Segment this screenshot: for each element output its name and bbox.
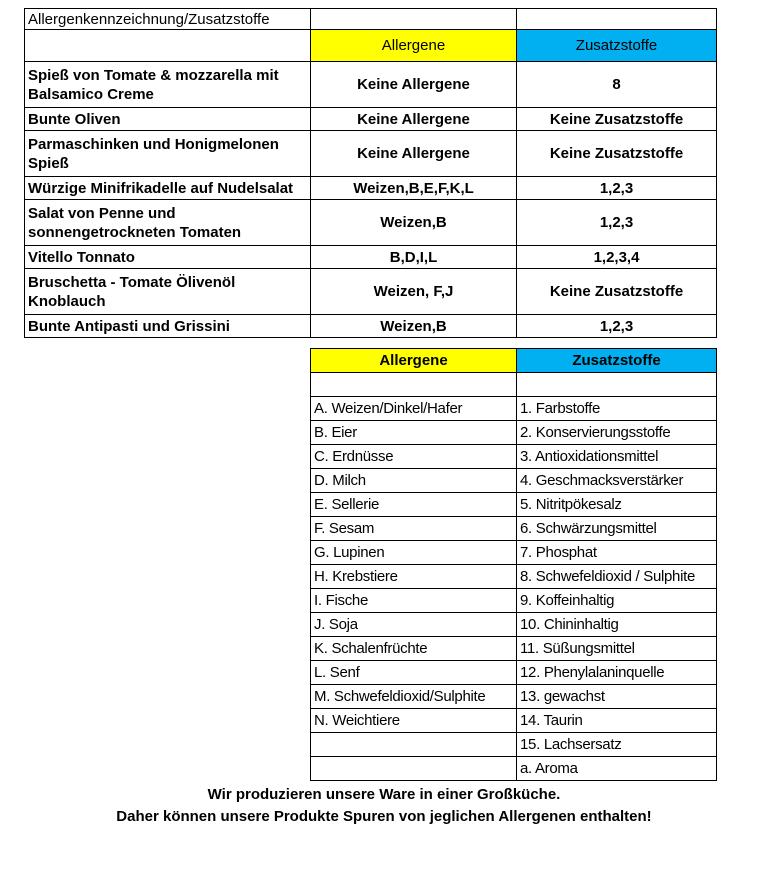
dish-name: Salat von Penne und sonnengetrockneten Tomaten bbox=[25, 200, 311, 246]
dish-name: Würzige Minifrikadelle auf Nudelsalat bbox=[25, 177, 311, 200]
legend-additive: 2. Konservierungsstoffe bbox=[517, 421, 717, 445]
dish-name: Bunte Oliven bbox=[25, 108, 311, 131]
dish-name: Bruschetta - Tomate Ölivenöl Knoblauch bbox=[25, 269, 311, 315]
dish-allergens: Keine Allergene bbox=[311, 108, 517, 131]
title-row bbox=[25, 9, 717, 30]
legend-additive: 5. Nitritpökesalz bbox=[517, 493, 717, 517]
legend-allergens-header: Allergene bbox=[311, 349, 517, 373]
legend-row bbox=[311, 565, 717, 589]
dish-row bbox=[25, 315, 717, 338]
dish-row bbox=[25, 200, 717, 246]
legend-allergen: K. Schalenfrüchte bbox=[311, 637, 517, 661]
dish-additives: 1,2,3 bbox=[517, 177, 717, 200]
legend-row bbox=[311, 589, 717, 613]
dish-additives: 1,2,3 bbox=[517, 315, 717, 338]
dish-row bbox=[25, 177, 717, 200]
dish-name: Parmaschinken und Honigmelonen Spieß bbox=[25, 131, 311, 177]
dish-allergens: Weizen, F,J bbox=[311, 269, 517, 315]
legend-additive: 8. Schwefeldioxid / Sulphite bbox=[517, 565, 717, 589]
dish-additives: 8 bbox=[517, 62, 717, 108]
legend-allergen: G. Lupinen bbox=[311, 541, 517, 565]
legend-additive: 13. gewachst bbox=[517, 685, 717, 709]
footer-line-1: Wir produzieren unsere Ware in einer Großküche. bbox=[207, 786, 561, 803]
legend-row bbox=[311, 685, 717, 709]
legend-header-row bbox=[311, 349, 717, 373]
legend-allergen: I. Fische bbox=[311, 589, 517, 613]
legend-row bbox=[311, 613, 717, 637]
empty-cell bbox=[311, 373, 517, 397]
dish-allergens: Keine Allergene bbox=[311, 62, 517, 108]
legend-row bbox=[311, 661, 717, 685]
dish-row bbox=[25, 269, 717, 315]
empty-cell bbox=[517, 9, 717, 30]
dish-allergens: Weizen,B bbox=[311, 200, 517, 246]
legend-additive: 7. Phosphat bbox=[517, 541, 717, 565]
dish-row bbox=[25, 246, 717, 269]
legend-allergen: N. Weichtiere bbox=[311, 709, 517, 733]
legend-allergen: F. Sesam bbox=[311, 517, 517, 541]
dish-additives: Keine Zusatzstoffe bbox=[517, 131, 717, 177]
header-row bbox=[25, 30, 717, 62]
legend-allergen: C. Erdnüsse bbox=[311, 445, 517, 469]
legend-allergen bbox=[311, 757, 517, 781]
legend-table bbox=[310, 348, 717, 781]
legend-row bbox=[311, 541, 717, 565]
legend-allergen: E. Sellerie bbox=[311, 493, 517, 517]
additives-header: Zusatzstoffe bbox=[517, 30, 717, 62]
legend-allergen: M. Schwefeldioxid/Sulphite bbox=[311, 685, 517, 709]
dish-additives: 1,2,3 bbox=[517, 200, 717, 246]
dish-allergens: Keine Allergene bbox=[311, 131, 517, 177]
empty-cell bbox=[25, 30, 311, 62]
legend-spacer-row bbox=[311, 373, 717, 397]
legend-allergen: D. Milch bbox=[311, 469, 517, 493]
legend-allergen bbox=[311, 733, 517, 757]
dish-name: Spieß von Tomate & mozzarella mit Balsamico Creme bbox=[25, 62, 311, 108]
legend-allergen: J. Soja bbox=[311, 613, 517, 637]
allergens-header: Allergene bbox=[311, 30, 517, 62]
dish-additives: Keine Zusatzstoffe bbox=[517, 269, 717, 315]
legend-allergen: L. Senf bbox=[311, 661, 517, 685]
dish-additives: Keine Zusatzstoffe bbox=[517, 108, 717, 131]
legend-additive: 14. Taurin bbox=[517, 709, 717, 733]
legend-additive: a. Aroma bbox=[517, 757, 717, 781]
dish-row bbox=[25, 108, 717, 131]
legend-row bbox=[311, 469, 717, 493]
page-title: Allergenkennzeichnung/Zusatzstoffe bbox=[25, 9, 311, 30]
legend-row bbox=[311, 757, 717, 781]
dish-row bbox=[25, 62, 717, 108]
legend-allergen: H. Krebstiere bbox=[311, 565, 517, 589]
legend-additive: 15. Lachsersatz bbox=[517, 733, 717, 757]
legend-row bbox=[311, 733, 717, 757]
legend-additive: 10. Chininhaltig bbox=[517, 613, 717, 637]
legend-additive: 9. Koffeinhaltig bbox=[517, 589, 717, 613]
legend-allergen: A. Weizen/Dinkel/Hafer bbox=[311, 397, 517, 421]
legend-additive: 11. Süßungsmittel bbox=[517, 637, 717, 661]
legend-additive: 1. Farbstoffe bbox=[517, 397, 717, 421]
legend-row bbox=[311, 493, 717, 517]
legend-additive: 6. Schwärzungsmittel bbox=[517, 517, 717, 541]
legend-additive: 3. Antioxidationsmittel bbox=[517, 445, 717, 469]
dish-allergens: B,D,I,L bbox=[311, 246, 517, 269]
footer-line-2: Daher können unsere Produkte Spuren von jeglichen Allergenen enthalten! bbox=[116, 808, 652, 825]
dish-allergens: Weizen,B bbox=[311, 315, 517, 338]
allergen-table bbox=[24, 8, 717, 338]
legend-row bbox=[311, 517, 717, 541]
empty-cell bbox=[517, 373, 717, 397]
legend-additive: 4. Geschmacksverstärker bbox=[517, 469, 717, 493]
legend-row bbox=[311, 637, 717, 661]
legend-row bbox=[311, 421, 717, 445]
legend-allergen: B. Eier bbox=[311, 421, 517, 445]
dish-row bbox=[25, 131, 717, 177]
legend-row bbox=[311, 397, 717, 421]
dish-additives: 1,2,3,4 bbox=[517, 246, 717, 269]
legend-additives-header: Zusatzstoffe bbox=[517, 349, 717, 373]
empty-cell bbox=[311, 9, 517, 30]
legend-row bbox=[311, 445, 717, 469]
legend-row bbox=[311, 709, 717, 733]
dish-allergens: Weizen,B,E,F,K,L bbox=[311, 177, 517, 200]
dish-name: Vitello Tonnato bbox=[25, 246, 311, 269]
dish-name: Bunte Antipasti und Grissini bbox=[25, 315, 311, 338]
legend-additive: 12. Phenylalaninquelle bbox=[517, 661, 717, 685]
